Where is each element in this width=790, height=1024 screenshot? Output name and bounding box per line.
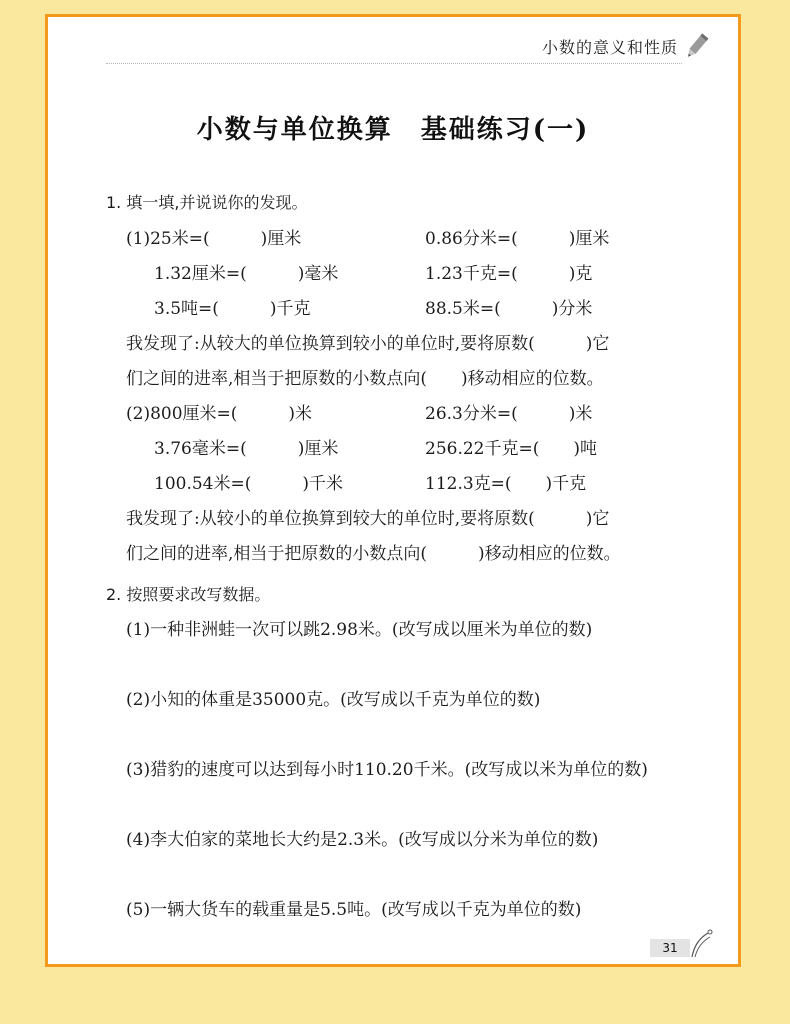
q1-finding-2-line-2: 们之间的进率,相当于把原数的小数点向( )移动相应的位数。 <box>126 544 621 564</box>
worksheet-page <box>45 14 741 967</box>
q2-item-1: (1)一种非洲蛙一次可以跳2.98米。(改写成以厘米为单位的数) <box>126 620 593 640</box>
q1-finding-1-line-2: 们之间的进率,相当于把原数的小数点向( )移动相应的位数。 <box>126 369 604 389</box>
page-number: 31 <box>650 939 690 957</box>
q2-item-4: (4)李大伯家的菜地长大约是2.3米。(改写成以分米为单位的数) <box>126 830 599 850</box>
q2-item-2: (2)小知的体重是35000克。(改写成以千克为单位的数) <box>126 690 541 710</box>
page-title: 小数与单位换算 基础练习(一) <box>196 115 590 145</box>
q1-row-4-left: (2)800厘米=( )米 <box>126 404 313 424</box>
q1-row-2-left: 1.32厘米=( )毫米 <box>154 264 339 284</box>
q1-row-6-left: 100.54米=( )千米 <box>154 474 343 494</box>
q1-row-5-right: 256.22千克=( )吨 <box>425 439 597 459</box>
chapter-title: 小数的意义和性质 <box>541 38 678 57</box>
question-1-heading: 1. 填一填,并说说你的发现。 <box>106 193 308 212</box>
q1-row-3-right: 88.5米=( )分米 <box>425 299 593 319</box>
q2-item-3: (3)猎豹的速度可以达到每小时110.20千米。(改写成以米为单位的数) <box>126 760 648 780</box>
q1-row-4-right: 26.3分米=( )米 <box>425 404 593 424</box>
q1-finding-2-line-1: 我发现了:从较小的单位换算到较大的单位时,要将原数( )它 <box>126 509 610 529</box>
q1-row-5-left: 3.76毫米=( )厘米 <box>154 439 339 459</box>
page-header <box>106 35 682 64</box>
q1-row-6-right: 112.3克=( )千克 <box>425 474 587 494</box>
pencil-icon <box>684 31 710 61</box>
question-2-heading: 2. 按照要求改写数据。 <box>106 585 271 604</box>
q1-finding-1-line-1: 我发现了:从较大的单位换算到较小的单位时,要将原数( )它 <box>126 334 610 354</box>
q1-row-2-right: 1.23千克=( )克 <box>425 264 593 284</box>
q1-row-3-left: 3.5吨=( )千克 <box>154 299 311 319</box>
q1-row-1-left: (1)25米=( )厘米 <box>126 229 302 249</box>
swirl-decoration-icon <box>688 927 714 959</box>
q1-row-1-right: 0.86分米=( )厘米 <box>425 229 610 249</box>
q2-item-5: (5)一辆大货车的载重量是5.5吨。(改写成以千克为单位的数) <box>126 900 582 920</box>
